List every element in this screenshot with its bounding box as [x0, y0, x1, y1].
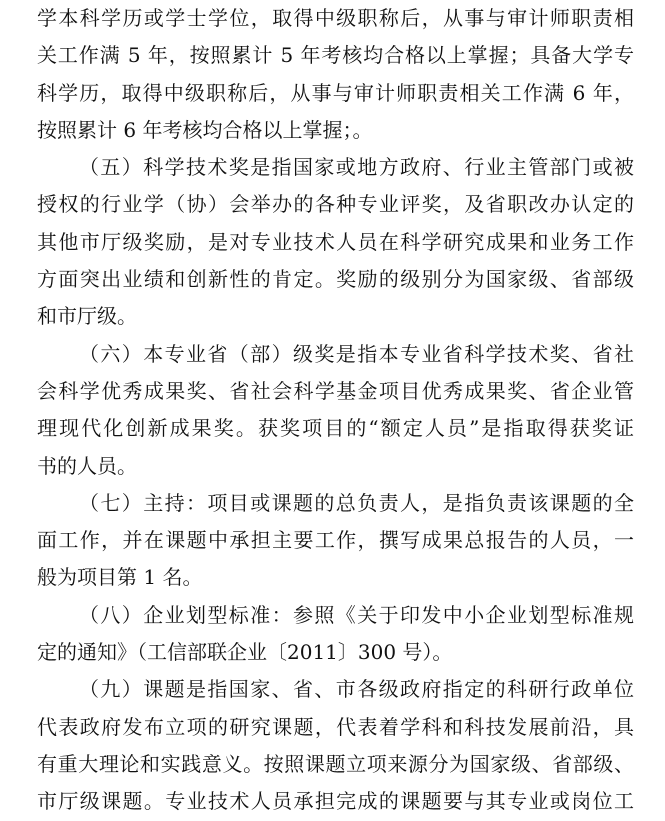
text-line: （五）科学技术奖是指国家或地方政府、行业主管部门或被 — [79, 155, 634, 180]
text-line: 书的人员。 — [37, 453, 137, 478]
text-line: 学本科学历或学士学位，取得中级职称后，从事与审计师职责相 — [37, 6, 634, 30]
text-line: （九）课题是指国家、省、市各级政府指定的科研行政单位 — [79, 677, 634, 702]
paragraph-item-7 — [37, 485, 634, 597]
text-line: 般为项目第 1 名。 — [37, 565, 203, 590]
text-line: 和市厅级。 — [37, 304, 137, 329]
text-line: 理现代化创新成果奖。获奖项目的“额定人员”是指取得获奖证 — [37, 416, 634, 441]
text-line: （六）本专业省（部）级奖是指本专业省科学技术奖、省社 — [79, 341, 634, 366]
text-line: 定的通知》（工信部联企业〔2011〕300 号）。 — [37, 640, 453, 665]
text-line: 面工作，并在课题中承担主要工作，撰写成果总报告的人员，一 — [37, 528, 634, 553]
text-line: 科学历，取得中级职称后，从事与审计师职责相关工作满 6 年， — [37, 80, 634, 105]
paragraph-item-5 — [37, 149, 634, 335]
text-line: 授权的行业学（协）会举办的各种专业评奖，及省职改办认定的 — [37, 192, 634, 217]
text-line: （八）企业划型标准：参照《关于印发中小企业划型标准规 — [79, 602, 634, 627]
paragraph-item-9 — [37, 671, 634, 820]
text-line: （七）主持：项目或课题的总负责人，是指负责该课题的全 — [79, 490, 634, 515]
text-line: 按照累计 6 年考核均合格以上掌握；。 — [37, 117, 373, 142]
text-line: 关工作满 5 年，按照累计 5 年考核均合格以上掌握；具备大学专 — [37, 43, 634, 68]
paragraph-item-6 — [37, 336, 634, 485]
text-line: 其他市厅级奖励，是对专业技术人员在科学研究成果和业务工作 — [37, 229, 634, 254]
text-line: 市厅级课题。专业技术人员承担完成的课题要与其专业或岗位工 — [37, 789, 634, 814]
text-line: 会科学优秀成果奖、省社会科学基金项目优秀成果奖、省企业管 — [37, 378, 634, 403]
text-line: 有重大理论和实践意义。按照课题立项来源分为国家级、省部级、 — [37, 751, 634, 776]
text-line: 方面突出业绩和创新性的肯定。奖励的级别分为国家级、省部级 — [37, 267, 634, 292]
paragraph-item-8 — [37, 597, 634, 672]
document-page — [37, 0, 634, 821]
text-line: 代表政府发布立项的研究课题，代表着学科和科技发展前沿，具 — [37, 714, 634, 739]
paragraph-continued — [37, 0, 634, 149]
